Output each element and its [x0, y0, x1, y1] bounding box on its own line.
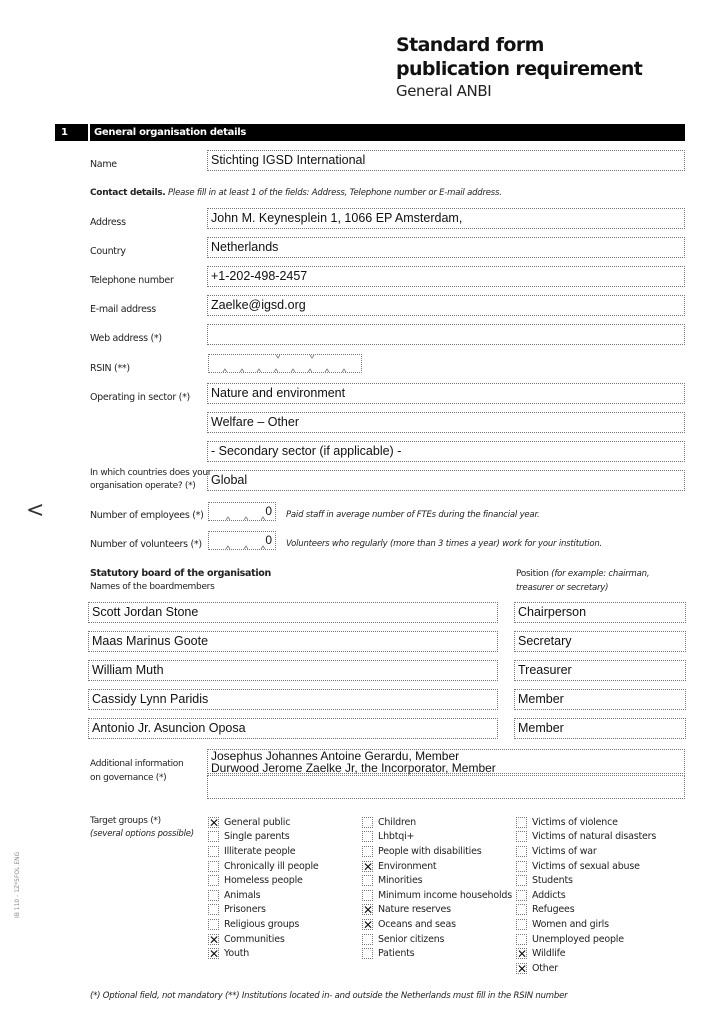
target-group-label: Victims of violence [532, 816, 618, 828]
volunteers-value: 0 [265, 533, 272, 547]
checkbox-checked-icon[interactable]: ✕ [363, 859, 374, 874]
target-group-label: Victims of war [532, 845, 597, 857]
target-group-label: Victims of sexual abuse [532, 860, 640, 872]
checkbox-empty-icon[interactable] [208, 861, 219, 872]
governance-label-line-2: on governance (*) [90, 773, 167, 783]
rsin-label: RSIN (**) [90, 363, 130, 374]
position-heading [516, 567, 649, 595]
target-group-label: General public [224, 816, 291, 828]
checkbox-empty-icon[interactable] [362, 831, 373, 842]
target-group-label: Youth [224, 948, 250, 960]
checkbox-empty-icon[interactable] [208, 846, 219, 857]
employees-label: Number of employees (*) [90, 510, 204, 521]
checkbox-empty-icon[interactable] [516, 861, 527, 872]
volunteers-note: Volunteers who regularly (more than 3 times a year) work for your institution. [286, 539, 603, 549]
checkbox-empty-icon[interactable] [208, 831, 219, 842]
board-member-name[interactable]: Antonio Jr. Asuncion Oposa [88, 718, 498, 739]
target-group-option[interactable] [362, 873, 422, 888]
title-line-2: publication requirement [396, 58, 643, 80]
checkbox-empty-icon[interactable] [362, 890, 373, 901]
target-group-label: Animals [224, 889, 261, 901]
web-address-label: Web address (*) [90, 333, 162, 344]
rsin-field[interactable] [208, 354, 362, 373]
target-group-option[interactable] [516, 888, 566, 903]
checkbox-empty-icon[interactable] [362, 846, 373, 857]
target-group-option[interactable] [208, 815, 290, 830]
target-group-label: Oceans and seas [378, 918, 456, 930]
board-member-name[interactable]: Scott Jordan Stone [88, 602, 498, 623]
checkbox-empty-icon[interactable] [362, 934, 373, 945]
target-group-label: Minorities [378, 875, 423, 887]
telephone-label: Telephone number [90, 275, 174, 286]
rsin-comb-ticks [208, 354, 362, 373]
target-group-label: Lhbtqi+ [378, 831, 415, 843]
checkbox-empty-icon[interactable] [362, 948, 373, 959]
target-group-label: Victims of natural disasters [532, 831, 657, 843]
footer-note: (*) Optional field, not mandatory (**) Institutions located in- and outside the Netherlands must fill in the RSIN number [90, 991, 568, 1001]
target-group-label: Senior citizens [378, 933, 445, 945]
target-group-option[interactable] [208, 859, 319, 874]
country-label: Country [90, 246, 126, 257]
governance-label-line-1: Additional information [90, 759, 184, 769]
web-address-field[interactable] [207, 324, 685, 345]
address-field[interactable]: John M. Keynesplein 1, 1066 EP Amsterdam, [207, 208, 685, 229]
target-group-label: Addicts [532, 889, 566, 901]
countries-label-line-2: organisation operate? (*) [90, 481, 196, 491]
form-subtitle: General ANBI [396, 82, 492, 100]
target-group-option[interactable] [362, 932, 444, 947]
target-group-option[interactable] [208, 903, 266, 918]
contact-note: Please fill in at least 1 of the fields: Address, Telephone number or E-mail address. [167, 188, 502, 198]
board-member-position[interactable]: Member [514, 689, 686, 710]
title-line-1: Standard form [396, 34, 544, 56]
form-code: IB 110 - 1Z*5FOL ENG [14, 851, 21, 918]
email-field[interactable]: Zaelke@igsd.org [207, 295, 685, 316]
volunteers-label: Number of volunteers (*) [90, 539, 202, 550]
employees-field[interactable] [208, 502, 276, 521]
checkbox-checked-icon[interactable]: ✕ [209, 947, 220, 962]
checkbox-empty-icon[interactable] [516, 934, 527, 945]
board-member-name[interactable]: William Muth [88, 660, 498, 681]
email-label: E-mail address [90, 304, 156, 315]
board-member-position[interactable]: Secretary [514, 631, 686, 652]
checkbox-empty-icon[interactable] [516, 890, 527, 901]
target-group-label: Patients [378, 948, 415, 960]
checkbox-checked-icon[interactable]: ✕ [209, 815, 220, 830]
section-number: 1 [55, 124, 88, 141]
board-member-position[interactable]: Member [514, 718, 686, 739]
checkbox-empty-icon[interactable] [208, 875, 219, 886]
target-group-label: Communities [224, 933, 285, 945]
name-label: Name [90, 159, 117, 170]
telephone-field[interactable]: +1-202-498-2457 [207, 266, 685, 287]
sector-label: Operating in sector (*) [90, 392, 190, 403]
checkbox-checked-icon[interactable]: ✕ [209, 932, 220, 947]
position-heading-text: Position [516, 569, 549, 579]
target-group-option[interactable] [516, 859, 640, 874]
board-member-position[interactable]: Chairperson [514, 602, 686, 623]
target-group-label: Illiterate people [224, 845, 296, 857]
target-group-label: Nature reserves [378, 904, 451, 916]
governance-line-1: Josephus Johannes Antoine Gerardu, Member [211, 749, 460, 763]
board-member-name[interactable]: Cassidy Lynn Paridis [88, 689, 498, 710]
target-group-option[interactable] [208, 917, 299, 932]
board-member-position[interactable]: Treasurer [514, 660, 686, 681]
governance-text [211, 750, 496, 774]
governance-field[interactable] [207, 749, 685, 799]
target-group-option[interactable] [516, 961, 558, 976]
target-group-label: Homeless people [224, 875, 303, 887]
address-label: Address [90, 217, 126, 228]
target-group-option[interactable] [362, 859, 436, 874]
target-group-option[interactable] [362, 815, 416, 830]
checkbox-empty-icon[interactable] [516, 904, 527, 915]
employees-value: 0 [265, 504, 272, 518]
target-group-label: Wildlife [532, 948, 566, 960]
target-group-label: Unemployed people [532, 933, 624, 945]
target-group-option[interactable] [516, 844, 597, 859]
target-group-option[interactable] [516, 830, 656, 845]
target-group-option[interactable] [208, 844, 295, 859]
target-group-option[interactable] [208, 888, 260, 903]
country-field[interactable]: Netherlands [207, 237, 685, 258]
checkbox-empty-icon[interactable] [516, 875, 527, 886]
countries-label-line-1: In which countries does your [90, 468, 212, 478]
board-subheading: Names of the boardmembers [90, 582, 215, 592]
target-group-option[interactable] [208, 932, 285, 947]
governance-label [90, 757, 183, 785]
target-group-label: Minimum income households [378, 889, 512, 901]
target-group-label: Other [532, 962, 558, 974]
target-group-label: Students [532, 875, 573, 887]
target-group-option[interactable] [516, 932, 624, 947]
target-group-option[interactable] [362, 830, 414, 845]
checkbox-checked-icon[interactable]: ✕ [517, 947, 528, 962]
volunteers-field[interactable] [208, 531, 276, 550]
board-heading: Statutory board of the organisation [90, 568, 271, 579]
governance-line-2: Durwood Jerome Zaelke Jr, the Incorporator, Member [211, 761, 496, 775]
checkbox-empty-icon[interactable] [516, 846, 527, 857]
checkbox-empty-icon[interactable] [362, 875, 373, 886]
sector-primary-select[interactable]: Nature and environment [207, 383, 685, 404]
checkbox-empty-icon[interactable] [516, 831, 527, 842]
checkbox-empty-icon[interactable] [516, 919, 527, 930]
checkbox-empty-icon[interactable] [362, 817, 373, 828]
section-title: General organisation details [90, 124, 685, 141]
sector-secondary-select[interactable]: Welfare – Other [207, 412, 685, 433]
target-group-label: Children [378, 816, 416, 828]
target-group-label: Chronically ill people [224, 860, 319, 872]
checkbox-empty-icon[interactable] [208, 890, 219, 901]
checkbox-checked-icon[interactable]: ✕ [363, 917, 374, 932]
checkbox-empty-icon[interactable] [208, 919, 219, 930]
target-group-option[interactable] [516, 815, 618, 830]
target-group-option[interactable] [208, 830, 290, 845]
target-group-option[interactable] [362, 946, 414, 961]
name-field[interactable]: Stichting IGSD International [207, 150, 685, 171]
employees-note: Paid staff in average number of FTEs during the financial year. [286, 510, 540, 520]
board-member-name[interactable]: Maas Marinus Goote [88, 631, 498, 652]
target-group-label: Religious groups [224, 918, 300, 930]
governance-box-bottom [207, 775, 685, 799]
target-group-label: Prisoners [224, 904, 266, 916]
target-group-option[interactable] [516, 917, 609, 932]
target-groups-label: Target groups (*) [90, 816, 161, 826]
target-group-option[interactable] [362, 917, 456, 932]
target-group-option[interactable] [516, 946, 565, 961]
position-note-1: (for example: chairman, [551, 569, 650, 579]
target-group-option[interactable] [362, 844, 482, 859]
checkbox-empty-icon[interactable] [516, 817, 527, 828]
target-group-label: People with disabilities [378, 845, 482, 857]
target-group-label: Women and girls [532, 918, 609, 930]
sector-tertiary-select[interactable]: - Secondary sector (if applicable) - [207, 441, 685, 462]
target-group-option[interactable] [208, 946, 249, 961]
countries-label [90, 467, 211, 493]
target-group-label: Refugees [532, 904, 575, 916]
checkbox-checked-icon[interactable]: ✕ [517, 961, 528, 976]
target-group-label: Single parents [224, 831, 290, 843]
contact-heading: Contact details. [90, 188, 166, 198]
back-chevron-icon[interactable]: < [26, 498, 45, 523]
target-group-option[interactable] [516, 873, 573, 888]
target-group-label: Environment [378, 860, 437, 872]
target-groups-note: (several options possible) [90, 829, 194, 839]
contact-instructions [90, 187, 502, 200]
target-group-option[interactable] [362, 903, 451, 918]
countries-field[interactable]: Global [207, 470, 685, 491]
position-note-2: treasurer or secretary) [516, 583, 609, 593]
target-group-option[interactable] [516, 903, 574, 918]
target-group-option[interactable] [208, 873, 303, 888]
form-title [396, 33, 642, 81]
checkbox-checked-icon[interactable]: ✕ [363, 903, 374, 918]
target-group-option[interactable] [362, 888, 512, 903]
checkbox-empty-icon[interactable] [208, 904, 219, 915]
